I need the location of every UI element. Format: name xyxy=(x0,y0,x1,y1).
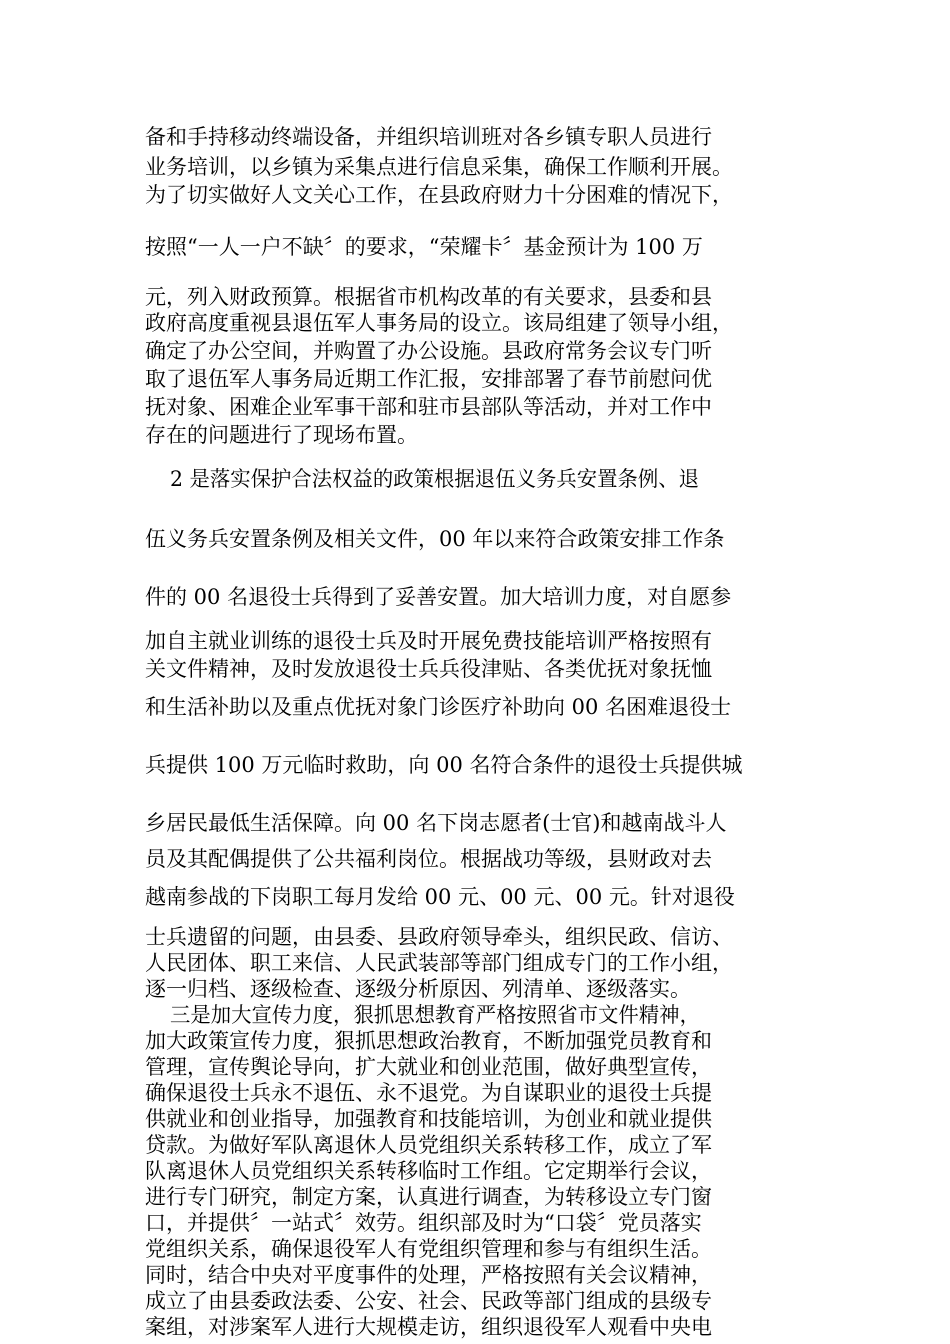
text-line: 取了退伍军人事务局近期工作汇报，安排部署了春节前慰问优 xyxy=(145,367,712,391)
text-line: 抚对象、困难企业军事干部和驻市县部队等活动，并对工作中 xyxy=(145,395,712,419)
text-line: 逐一归档、逐级检查、逐级分析原因、列清单、逐级落实。 xyxy=(145,977,691,1001)
text-line: 贷款。为做好军队离退休人员党组织关系转移工作，成立了军 xyxy=(145,1133,712,1157)
text-line: 人民团体、职工来信、人民武装部等部门组成专门的工作小组， xyxy=(145,951,733,975)
text-line: 伍义务兵安置条例及相关文件，00 年以来符合政策安排工作条 xyxy=(145,527,725,551)
text-line: 成立了由县委政法委、公安、社会、民政等部门组成的县级专 xyxy=(145,1289,712,1313)
paragraph-start-line: 2 是落实保护合法权益的政策根据退伍义务兵安置条例、退 xyxy=(170,467,700,491)
text-line: 加大政策宣传力度，狠抓思想政治教育，不断加强党员教育和 xyxy=(145,1029,712,1053)
text-line: 口，并提供〞一站式〞效劳。组织部及时为“口袋〞党员落实 xyxy=(145,1211,702,1235)
text-line: 政府高度重视县退伍军人事务局的设立。该局组建了领导小组， xyxy=(145,311,733,335)
paragraph-start-line: 三是加大宣传力度，狠抓思想教育严格按照省市文件精神， xyxy=(170,1003,700,1027)
text-line: 供就业和创业指导，加强教育和技能培训，为创业和就业提供 xyxy=(145,1107,712,1131)
text-line: 备和手持移动终端设备，并组织培训班对各乡镇专职人员进行 xyxy=(145,125,712,149)
text-line: 加自主就业训练的退役士兵及时开展免费技能培训严格按照有 xyxy=(145,629,712,653)
text-line: 确定了办公空间，并购置了办公设施。县政府常务会议专门听 xyxy=(145,339,712,363)
text-line: 同时，结合中央对平度事件的处理，严格按照有关会议精神， xyxy=(145,1263,712,1287)
text-line: 越南参战的下岗职工每月发给 00 元、00 元、00 元。针对退役 xyxy=(145,885,735,909)
text-line: 乡居民最低生活保障。向 00 名下岗志愿者(士官)和越南战斗人 xyxy=(145,811,727,835)
text-line: 士兵遗留的问题，由县委、县政府领导牵头，组织民政、信访、 xyxy=(145,925,733,949)
text-line: 管理，宣传舆论导向，扩大就业和创业范围，做好典型宣传， xyxy=(145,1055,712,1079)
text-line: 兵提供 100 万元临时救助，向 00 名符合条件的退役士兵提供城 xyxy=(145,753,743,777)
text-line: 案组，对涉案军人进行大规模走访，组织退役军人观看中央电 xyxy=(145,1315,712,1339)
text-line: 和生活补助以及重点优抚对象门诊医疗补助向 00 名困难退役士 xyxy=(145,695,732,719)
text-line: 进行专门研究，制定方案，认真进行调查，为转移设立专门窗 xyxy=(145,1185,712,1209)
text-line: 元，列入财政预算。根据省市机构改革的有关要求，县委和县 xyxy=(145,285,712,309)
text-line: 关文件精神，及时发放退役士兵兵役津贴、各类优抚对象抚恤 xyxy=(145,657,712,681)
text-line: 件的 00 名退役士兵得到了妥善安置。加大培训力度，对自愿参 xyxy=(145,585,732,609)
text-line: 员及其配偶提供了公共福利岗位。根据战功等级，县财政对去 xyxy=(145,847,712,871)
text-line: 为了切实做好人文关心工作，在县政府财力十分困难的情况下， xyxy=(145,183,733,207)
text-line: 党组织关系，确保退役军人有党组织管理和参与有组织生活。 xyxy=(145,1237,712,1261)
text-line: 确保退役士兵永不退伍、永不退党。为自谋职业的退役士兵提 xyxy=(145,1081,712,1105)
text-line: 业务培训，以乡镇为采集点进行信息采集，确保工作顺利开展。 xyxy=(145,155,733,179)
text-line: 队离退休人员党组织关系转移临时工作组。它定期举行会议， xyxy=(145,1159,712,1183)
text-line: 存在的问题进行了现场布置。 xyxy=(145,423,418,447)
text-line: 按照“一人一户不缺〞的要求，“荣耀卡〞基金预计为 100 万 xyxy=(145,235,703,259)
